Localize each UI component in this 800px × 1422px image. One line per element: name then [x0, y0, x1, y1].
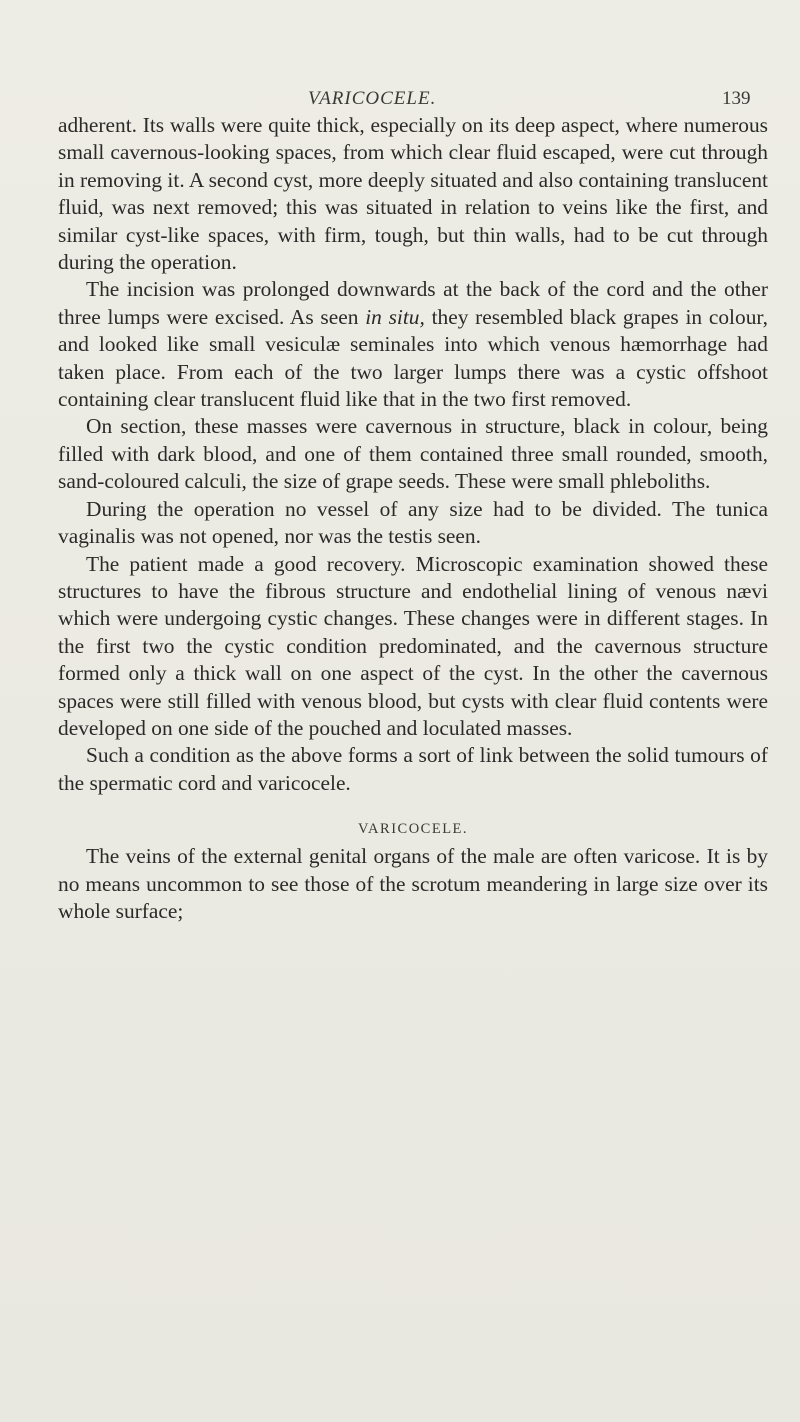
- closing-paragraph: The veins of the external genital organs of the male are often varicose. It is by no means uncommon to see those of the scrotum meandering in large size over its whole surface;: [58, 844, 768, 923]
- paragraph-2-part-1: The incision was prolonged downwards at the back of the cord and the other three lumps were excised. As seen: [58, 277, 768, 329]
- paragraph-1: adherent. Its walls were quite thick, especially on its deep aspect, where numerous small cavernous-looking spaces, from which clear fluid escaped, were cut through in removing it. A second cyst, more deeply situated and also containing translucent fluid, was next removed; this was situated in relation to veins like the first, and similar cyst-like spaces, with firm, tough, but thin walls, had to be cut through during the operation.: [58, 113, 768, 275]
- paragraph-3: On section, these masses were cavernous in structure, black in colour, being filled with dark blood, and one of them contained three small rounded, smooth, sand-coloured calculi, the size of grape seeds. These were small phleboliths.: [58, 414, 768, 494]
- paragraph-2-italic: in situ,: [365, 304, 425, 329]
- paragraph-5: The patient made a good recovery. Microscopic examination showed these structures to have the fibrous structure and endothelial lining of venous nævi which were undergoing cystic changes. These changes were in different stages. In the first two the cystic condition predominated, and the cavernous structure formed only a thick wall on one aspect of the cyst. In the other the cavernous spaces were still filled with venous blood, but cysts with clear fluid contents were developed on one side of the pouched and loculated masses.: [58, 551, 768, 740]
- paragraph-2: [58, 276, 768, 413]
- paragraph-4: During the operation no vessel of any size had to be divided. The tunica vaginalis was not opened, nor was the testis seen.: [58, 496, 768, 549]
- section-heading: VARICOCELE.: [357, 821, 469, 838]
- running-title: VARICOCELE.: [308, 88, 437, 109]
- body-text: [58, 112, 768, 925]
- paragraph-2-part-2: they resembled black grapes in colour, and looked like small vesiculæ seminales into which venous hæmorrhage had taken place. From each of the two larger lumps there was a cystic offshoot containing clear translucent fluid like that in the two first removed.: [58, 304, 769, 412]
- page-number: 139: [722, 88, 751, 109]
- paragraph-6: Such a condition as the above forms a sort of link between the solid tumours of the spermatic cord and varicocele.: [58, 743, 768, 795]
